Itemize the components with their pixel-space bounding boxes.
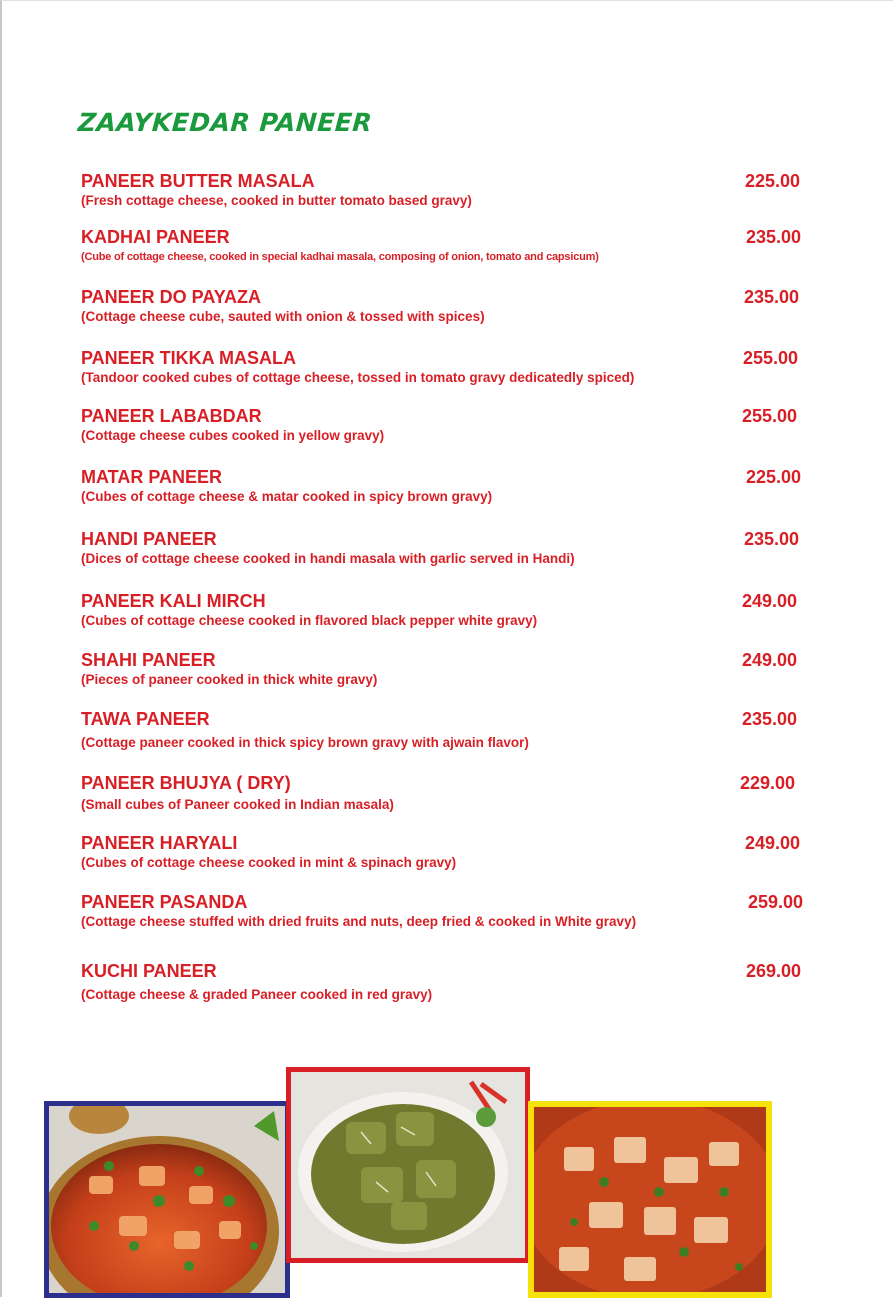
menu-item <box>81 772 801 814</box>
item-price: 235.00 <box>745 227 801 247</box>
menu-item <box>81 708 801 752</box>
item-name: HANDI PANEER <box>81 529 217 549</box>
item-name: PANEER BHUJYA ( DRY) <box>81 773 291 793</box>
item-name: PANEER DO PAYAZA <box>81 287 262 307</box>
item-description: (Cottage cheese & graded Paneer cooked in red gravy) <box>81 987 433 1002</box>
menu-item <box>81 891 801 931</box>
item-price: 249.00 <box>741 591 797 611</box>
item-name: PANEER KALI MIRCH <box>81 591 266 611</box>
menu-item <box>81 286 801 326</box>
item-description: (Cube of cottage cheese, cooked in special kadhai masala, composing of onion, tomato and capsicum) <box>81 251 599 263</box>
item-description: (Fresh cottage cheese, cooked in butter tomato based gravy) <box>81 193 472 208</box>
item-price: 255.00 <box>741 406 797 426</box>
item-description: (Dices of cottage cheese cooked in handi masala with garlic served in Handi) <box>81 551 575 566</box>
item-price: 249.00 <box>744 833 800 853</box>
item-name: KUCHI PANEER <box>81 961 217 981</box>
menu-item <box>81 347 801 387</box>
paneer-red-gravy-image <box>534 1107 766 1292</box>
menu-item <box>81 590 801 630</box>
menu-item <box>81 528 801 568</box>
item-price: 225.00 <box>745 467 801 487</box>
item-description: (Pieces of paneer cooked in thick white gravy) <box>81 672 378 687</box>
item-price: 259.00 <box>747 892 803 912</box>
item-description: (Cottage cheese stuffed with dried fruits and nuts, deep fried & cooked in White gravy) <box>81 914 637 929</box>
item-description: (Tandoor cooked cubes of cottage cheese, tossed in tomato gravy dedicatedly spiced) <box>81 370 635 385</box>
item-name: PANEER PASANDA <box>81 892 248 912</box>
item-description: (Cottage paneer cooked in thick spicy brown gravy with ajwain flavor) <box>81 735 529 750</box>
item-name: PANEER BUTTER MASALA <box>81 171 315 191</box>
item-name: PANEER LABABDAR <box>81 406 262 426</box>
menu-item <box>81 649 801 689</box>
item-price: 235.00 <box>743 529 799 549</box>
item-description: (Cottage cheese cubes cooked in yellow gravy) <box>81 428 385 443</box>
item-price: 235.00 <box>741 709 797 729</box>
item-price: 269.00 <box>745 961 801 981</box>
paneer-bowl-image <box>49 1106 285 1293</box>
menu-item <box>81 960 801 1004</box>
food-photo-palak-paneer <box>286 1067 530 1263</box>
item-name: PANEER TIKKA MASALA <box>81 348 296 368</box>
item-description: (Cubes of cottage cheese cooked in flavored black pepper white gravy) <box>81 613 538 628</box>
food-photo-paneer-bowl <box>44 1101 290 1298</box>
item-name: MATAR PANEER <box>81 467 222 487</box>
item-price: 235.00 <box>743 287 799 307</box>
menu-item <box>81 466 801 506</box>
item-description: (Cubes of cottage cheese cooked in mint & spinach gravy) <box>81 855 457 870</box>
menu-item <box>81 226 801 266</box>
menu-item <box>81 170 801 210</box>
item-price: 229.00 <box>739 773 795 793</box>
menu-item <box>81 405 801 445</box>
item-price: 255.00 <box>742 348 798 368</box>
menu-item <box>81 832 801 872</box>
item-name: KADHAI PANEER <box>81 227 230 247</box>
item-price: 225.00 <box>744 171 800 191</box>
item-name: SHAHI PANEER <box>81 650 216 670</box>
item-description: (Small cubes of Paneer cooked in Indian masala) <box>81 797 394 812</box>
page-title: ZAAYKEDAR PANEER <box>76 108 374 137</box>
item-name: TAWA PANEER <box>81 709 210 729</box>
palak-paneer-image <box>291 1072 525 1258</box>
item-description: (Cubes of cottage cheese & matar cooked in spicy brown gravy) <box>81 489 493 504</box>
item-description: (Cottage cheese cube, sauted with onion & tossed with spices) <box>81 309 485 324</box>
food-photo-paneer-red-gravy <box>528 1101 772 1298</box>
item-price: 249.00 <box>741 650 797 670</box>
item-name: PANEER HARYALI <box>81 833 238 853</box>
